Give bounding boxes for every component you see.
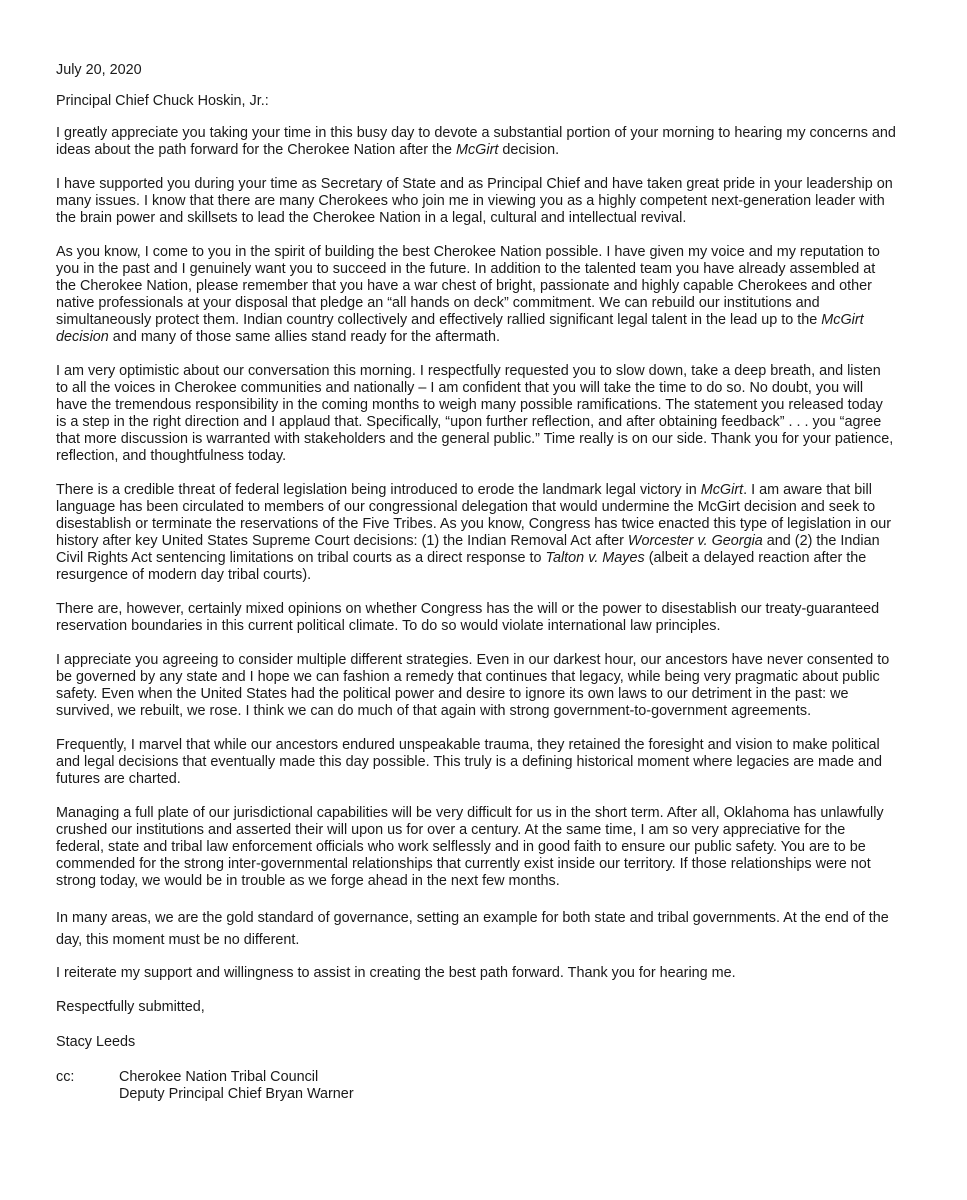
- case-name-italic: Worcester v. Georgia: [627, 533, 763, 549]
- paragraph-text: and (2) the Indian Civil Rights Act sentencing limitations on tribal courts as a direct response to: [56, 533, 880, 566]
- body-paragraph: [56, 965, 896, 982]
- paragraph-text: As you know, I come to you in the spirit of building the best Cherokee Nation possible. I have given my voice and my reputation to you in the past and I genuinely want you to succeed in the future. In addition to the talented team you have already assembled at the Cherokee Nation, please remember that you have a war chest of bright, passionate and highly capable Cherokees and other native professionals at your disposal that pledge an “all hands on deck” commitment. We can rebuild our institutions and simultaneously protect them. Indian country collectively and effectively rallied significant legal talent in the lead up to the: [56, 244, 880, 328]
- paragraph-text: I am very optimistic about our conversation this morning. I respectfully requested you to slow down, take a deep breath, and listen to all the voices in Cherokee communities and nationally – I am confident that you will take the time to do so. No doubt, you will have the tremendous responsibility in the coming months to weigh many possible ramifications. The statement you released today is a step in the right direction and I applaud that. Specifically, “upon further reflection, and after obtaining feedback” . . . you “agree that more discussion is warranted with stakeholders and the general public.” Time really is on our side. Thank you for your patience, reflection, and thoughtfulness today.: [56, 363, 894, 464]
- body-paragraph: [56, 652, 896, 720]
- paragraph-text: I reiterate my support and willingness to assist in creating the best path forward. Thank you for hearing me.: [56, 965, 736, 981]
- cc-recipient: Cherokee Nation Tribal Council: [119, 1069, 319, 1085]
- signature-name: Stacy Leeds: [56, 1034, 136, 1050]
- paragraph-text: . I am aware that bill language has been circulated to members of our congressional delegation that would undermine the McGirt decision and seek to disestablish or terminate the reservations of the Five Tribes. As you know, Congress has twice enacted this type of legislation in our history after key United States Supreme Court decisions: (1) the Indian Removal Act after: [56, 482, 892, 549]
- body-paragraph: [56, 805, 896, 890]
- cc-block: [56, 1069, 896, 1103]
- paragraph-text: Managing a full plate of our jurisdictional capabilities will be very difficult for us in the short term. After all, Oklahoma has unlawfully crushed our institutions and asserted their will upon us for over a century. At the same time, I am so very appreciative for the federal, state and tribal law enforcement officials who work selflessly and in good faith to ensure our public safety. You are to be commended for the strong inter-governmental relationships that currently exist inside our territory. If those relationships were not strong today, we would be in trouble as we forge ahead in the next few months.: [56, 805, 884, 889]
- letter: [56, 62, 896, 1103]
- paragraph-text: Frequently, I marvel that while our ancestors endured unspeakable trauma, they retained the foresight and vision to make political and legal decisions that eventually made this day possible. This truly is a defining historical moment where legacies are made and futures are charted.: [56, 737, 883, 787]
- body-paragraph: [56, 737, 896, 788]
- paragraph-text: (albeit a delayed reaction after the resurgence of modern day tribal courts).: [56, 550, 867, 583]
- cc-recipient: Deputy Principal Chief Bryan Warner: [119, 1086, 354, 1102]
- body-paragraph: [56, 363, 896, 465]
- body-paragraph: [56, 601, 896, 635]
- body-paragraph: [56, 907, 896, 951]
- cc-label: cc:: [56, 1069, 75, 1085]
- paragraph-text: I have supported you during your time as Secretary of State and as Principal Chief and have taken great pride in your leadership on many issues. I know that there are many Cherokees who join me in viewing you as a highly competent next-generation leader with the brain power and skillsets to lead the Cherokee Nation in a legal, cultural and intellectual revival.: [56, 176, 893, 226]
- paragraph-text: and many of those same allies stand ready for the aftermath.: [108, 329, 500, 345]
- body-paragraph: [56, 482, 896, 584]
- case-name-italic: McGirt: [456, 142, 499, 158]
- paragraph-text: decision.: [498, 142, 560, 158]
- body-paragraph: [56, 244, 896, 346]
- salutation: Principal Chief Chuck Hoskin, Jr.:: [56, 93, 269, 109]
- paragraph-text: In many areas, we are the gold standard of governance, setting an example for both state and tribal governments. At the end of the day, this moment must be no different.: [56, 910, 889, 948]
- body-paragraph: [56, 176, 896, 227]
- paragraph-text: I greatly appreciate you taking your time in this busy day to devote a substantial portion of your morning to hearing my concerns and ideas about the path forward for the Cherokee Nation after the: [56, 125, 896, 158]
- body-paragraph: [56, 125, 896, 159]
- case-name-italic: Talton v. Mayes: [545, 550, 645, 566]
- cc-recipient-list: [119, 1069, 354, 1103]
- letter-body: [56, 125, 896, 982]
- paragraph-text: There is a credible threat of federal legislation being introduced to erode the landmark legal victory in: [56, 482, 701, 498]
- paragraph-text: There are, however, certainly mixed opinions on whether Congress has the will or the power to disestablish our treaty-guaranteed reservation boundaries in this current political climate. To do so would violate international law principles.: [56, 601, 880, 634]
- letter-date: July 20, 2020: [56, 62, 142, 78]
- case-name-italic: McGirt decision: [56, 312, 864, 345]
- paragraph-text: I appreciate you agreeing to consider multiple different strategies. Even in our darkest hour, our ancestors have never consented to be governed by any state and I hope we can fashion a remedy that continues that legacy, while being very pragmatic about public safety. Even when the United States had the political power and desire to ignore its own laws to our detriment in the past: we survived, we rebuilt, we rose. I think we can do much of that again with strong government-to-government agreements.: [56, 652, 890, 719]
- case-name-italic: McGirt: [700, 482, 744, 498]
- closing: Respectfully submitted,: [56, 999, 205, 1015]
